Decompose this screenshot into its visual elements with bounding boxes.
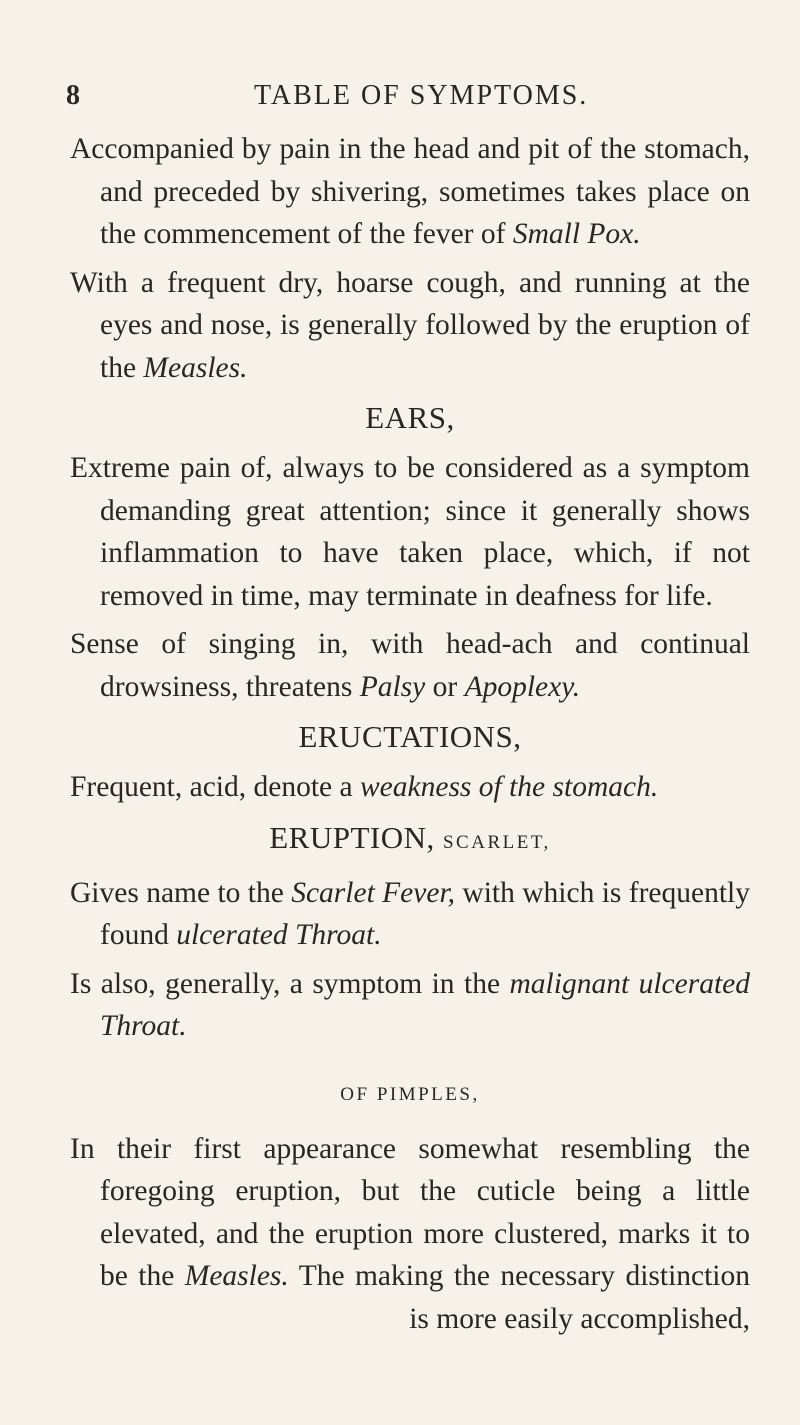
paragraph-eructations: Frequent, acid, denote a weakness of the stomach. — [70, 771, 659, 803]
heading-pimples: OF PIMPLES, — [340, 1083, 480, 1105]
page-body — [70, 128, 750, 1346]
running-title: TABLE OF SYMPTOMS. — [254, 80, 589, 111]
paragraph-ears-pain: Extreme pain of, always to be considered as a symptom demanding great attention; since it generally shows inflammation to have taken place, which, if not removed in time, may terminate in deafness for life. — [70, 452, 750, 612]
paragraph-small-pox: Accompanied by pain in the head and pit of the stomach, and preceded by shivering, sometimes takes place on the commencement of the fever of Small Pox. — [70, 133, 750, 250]
paragraph-ears-singing: Sense of singing in, with head-ach and continual drowsiness, threatens Palsy or Apoplexy. — [70, 628, 750, 703]
paragraph-measles: With a frequent dry, hoarse cough, and running at the eyes and nose, is generally followed by the eruption of the Measles. — [70, 266, 750, 384]
heading-eruption: ERUPTION, SCARLET, — [269, 819, 551, 855]
heading-ears: EARS, — [365, 400, 455, 435]
paragraph-malignant-throat: Is also, generally, a symptom in the malignant ulcerated Throat. — [70, 967, 750, 1042]
paragraph-pimples: In their first appearance somewhat resembling the foregoing eruption, but the cuticle being a little elevated, and the eruption more clustered, marks it to be the Measles. The making the necessary distinction is more easily accomplished, — [70, 1132, 750, 1335]
page-number: 8 — [66, 80, 82, 111]
paragraph-scarlet-fever: Gives name to the Scarlet Fever, with which is frequently found ulcerated Throat. — [70, 876, 750, 951]
page-header — [66, 80, 740, 120]
subheading-scarlet: SCARLET, — [442, 831, 551, 853]
heading-eructations: ERUCTATIONS, — [298, 719, 522, 754]
